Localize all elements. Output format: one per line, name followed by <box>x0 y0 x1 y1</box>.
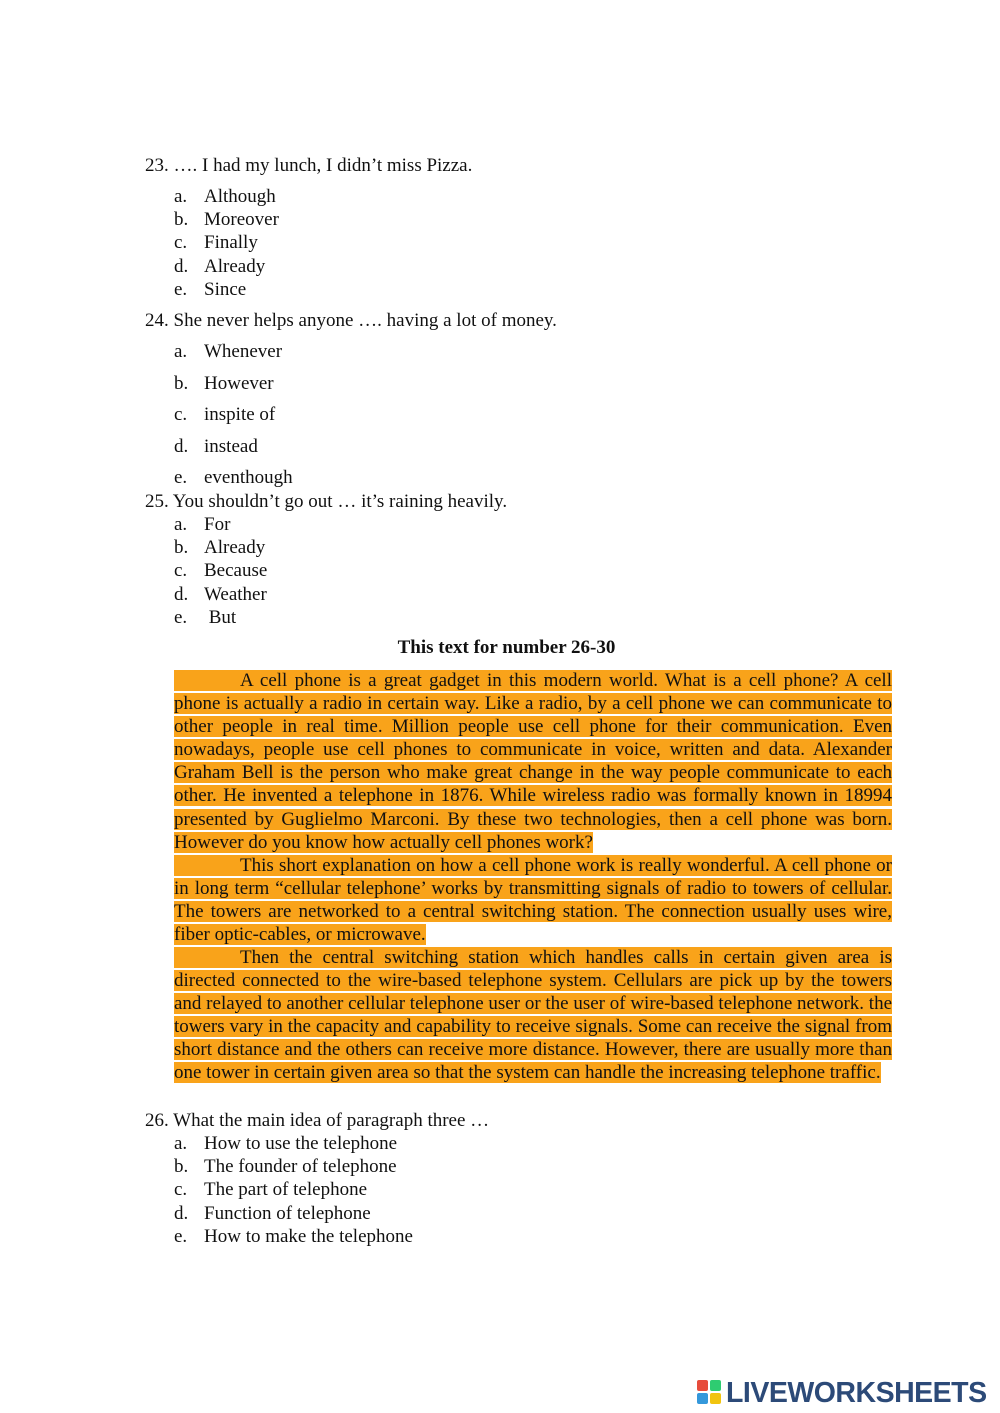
option-e[interactable]: e. Since <box>174 278 247 300</box>
question-number: 23. <box>145 155 169 176</box>
option-c[interactable]: c. Because <box>174 560 268 582</box>
option-c[interactable]: c. The part of telephone <box>174 1179 368 1201</box>
question-text: You shouldn’t go out … it’s raining heavily. <box>172 491 508 512</box>
question-26-stem <box>145 1109 489 1132</box>
passage-paragraph-2 <box>174 854 892 946</box>
liveworksheets-logo[interactable] <box>697 1377 987 1409</box>
question-number: 25. <box>145 491 169 512</box>
option-d[interactable]: d. Function of telephone <box>174 1202 371 1224</box>
question-24-options <box>174 336 293 494</box>
option-d[interactable]: d. Already <box>174 255 266 277</box>
option-e[interactable]: e. But <box>174 606 237 628</box>
question-number: 26. <box>145 1110 169 1131</box>
highlighted-text: This short explanation on how a cell phone work is really wonderful. A cell phone or in long term “cellular telephone’ works by transmitting signals of radio to towers of cellular. The towers are networked to a central switching station. The connection usually uses wire, fiber optic-cables, or microwave. <box>174 855 892 946</box>
question-text: She never helps anyone …. having a lot of money. <box>173 310 557 331</box>
option-e[interactable]: e. How to make the telephone <box>174 1225 413 1247</box>
option-b[interactable]: b. Moreover <box>174 209 279 231</box>
option-a[interactable]: a. For <box>174 514 231 535</box>
option-b[interactable]: b. The founder of telephone <box>174 1156 397 1178</box>
logo-mark-icon <box>697 1380 723 1406</box>
option-b[interactable]: b. However <box>174 372 274 394</box>
question-25-stem <box>145 490 507 513</box>
question-26-options <box>174 1132 413 1248</box>
question-23-stem <box>145 154 472 177</box>
option-e[interactable]: e. eventhough <box>174 467 293 489</box>
question-text: …. I had my lunch, I didn’t miss Pizza. <box>173 155 473 176</box>
option-d[interactable]: d. Weather <box>174 583 267 605</box>
question-24-stem <box>145 309 557 332</box>
option-c[interactable]: c. Finally <box>174 232 258 254</box>
option-d[interactable]: d. instead <box>174 435 258 457</box>
question-23-options <box>174 185 279 301</box>
highlighted-text: Then the central switching station which handles calls in certain given area is directed connected to the wire-based telephone system. Cellulars are pick up by the towers and relayed to another cellular telephone user or the user of wire-based telephone network. the towers vary in the capacity and capability to receive signals. Some can receive the signal from short distance and the others can receive more distance. However, there are usually more than one tower in certain given area so that the system can handle the increasing telephone traffic. <box>174 947 893 1084</box>
option-b[interactable]: b. Already <box>174 537 266 559</box>
option-a[interactable]: a. Although <box>174 186 276 207</box>
option-c[interactable]: c. inspite of <box>174 404 276 426</box>
passage-paragraph-3 <box>174 946 892 1085</box>
option-a[interactable]: a. How to use the telephone <box>174 1133 398 1154</box>
passage-paragraph-1 <box>174 669 892 854</box>
highlighted-text: A cell phone is a great gadget in this modern world. What is a cell phone? A cell phone is actually a radio in certain way. Like a radio, by a cell phone we can communicate to other people in real time. Million people use cell phone for their communication. Even nowadays, people use cell phones to communicate in voice, written and data. Alexander Graham Bell is the person who make great change in the way people communicate to each other. He invented a telephone in 1876. While wireless radio was formally known in 18994 presented by Guglielmo Marconi. By these two technologies, then a cell phone was born. However do you know how actually cell phones work? <box>174 670 892 853</box>
question-number: 24. <box>145 310 169 331</box>
logo-text: LIVEWORKSHEETS <box>726 1376 987 1409</box>
question-25-options <box>174 513 267 629</box>
option-a[interactable]: a. Whenever <box>174 341 283 362</box>
question-text: What the main idea of paragraph three … <box>173 1110 490 1131</box>
reading-heading: This text for number 26-30 <box>397 637 616 658</box>
